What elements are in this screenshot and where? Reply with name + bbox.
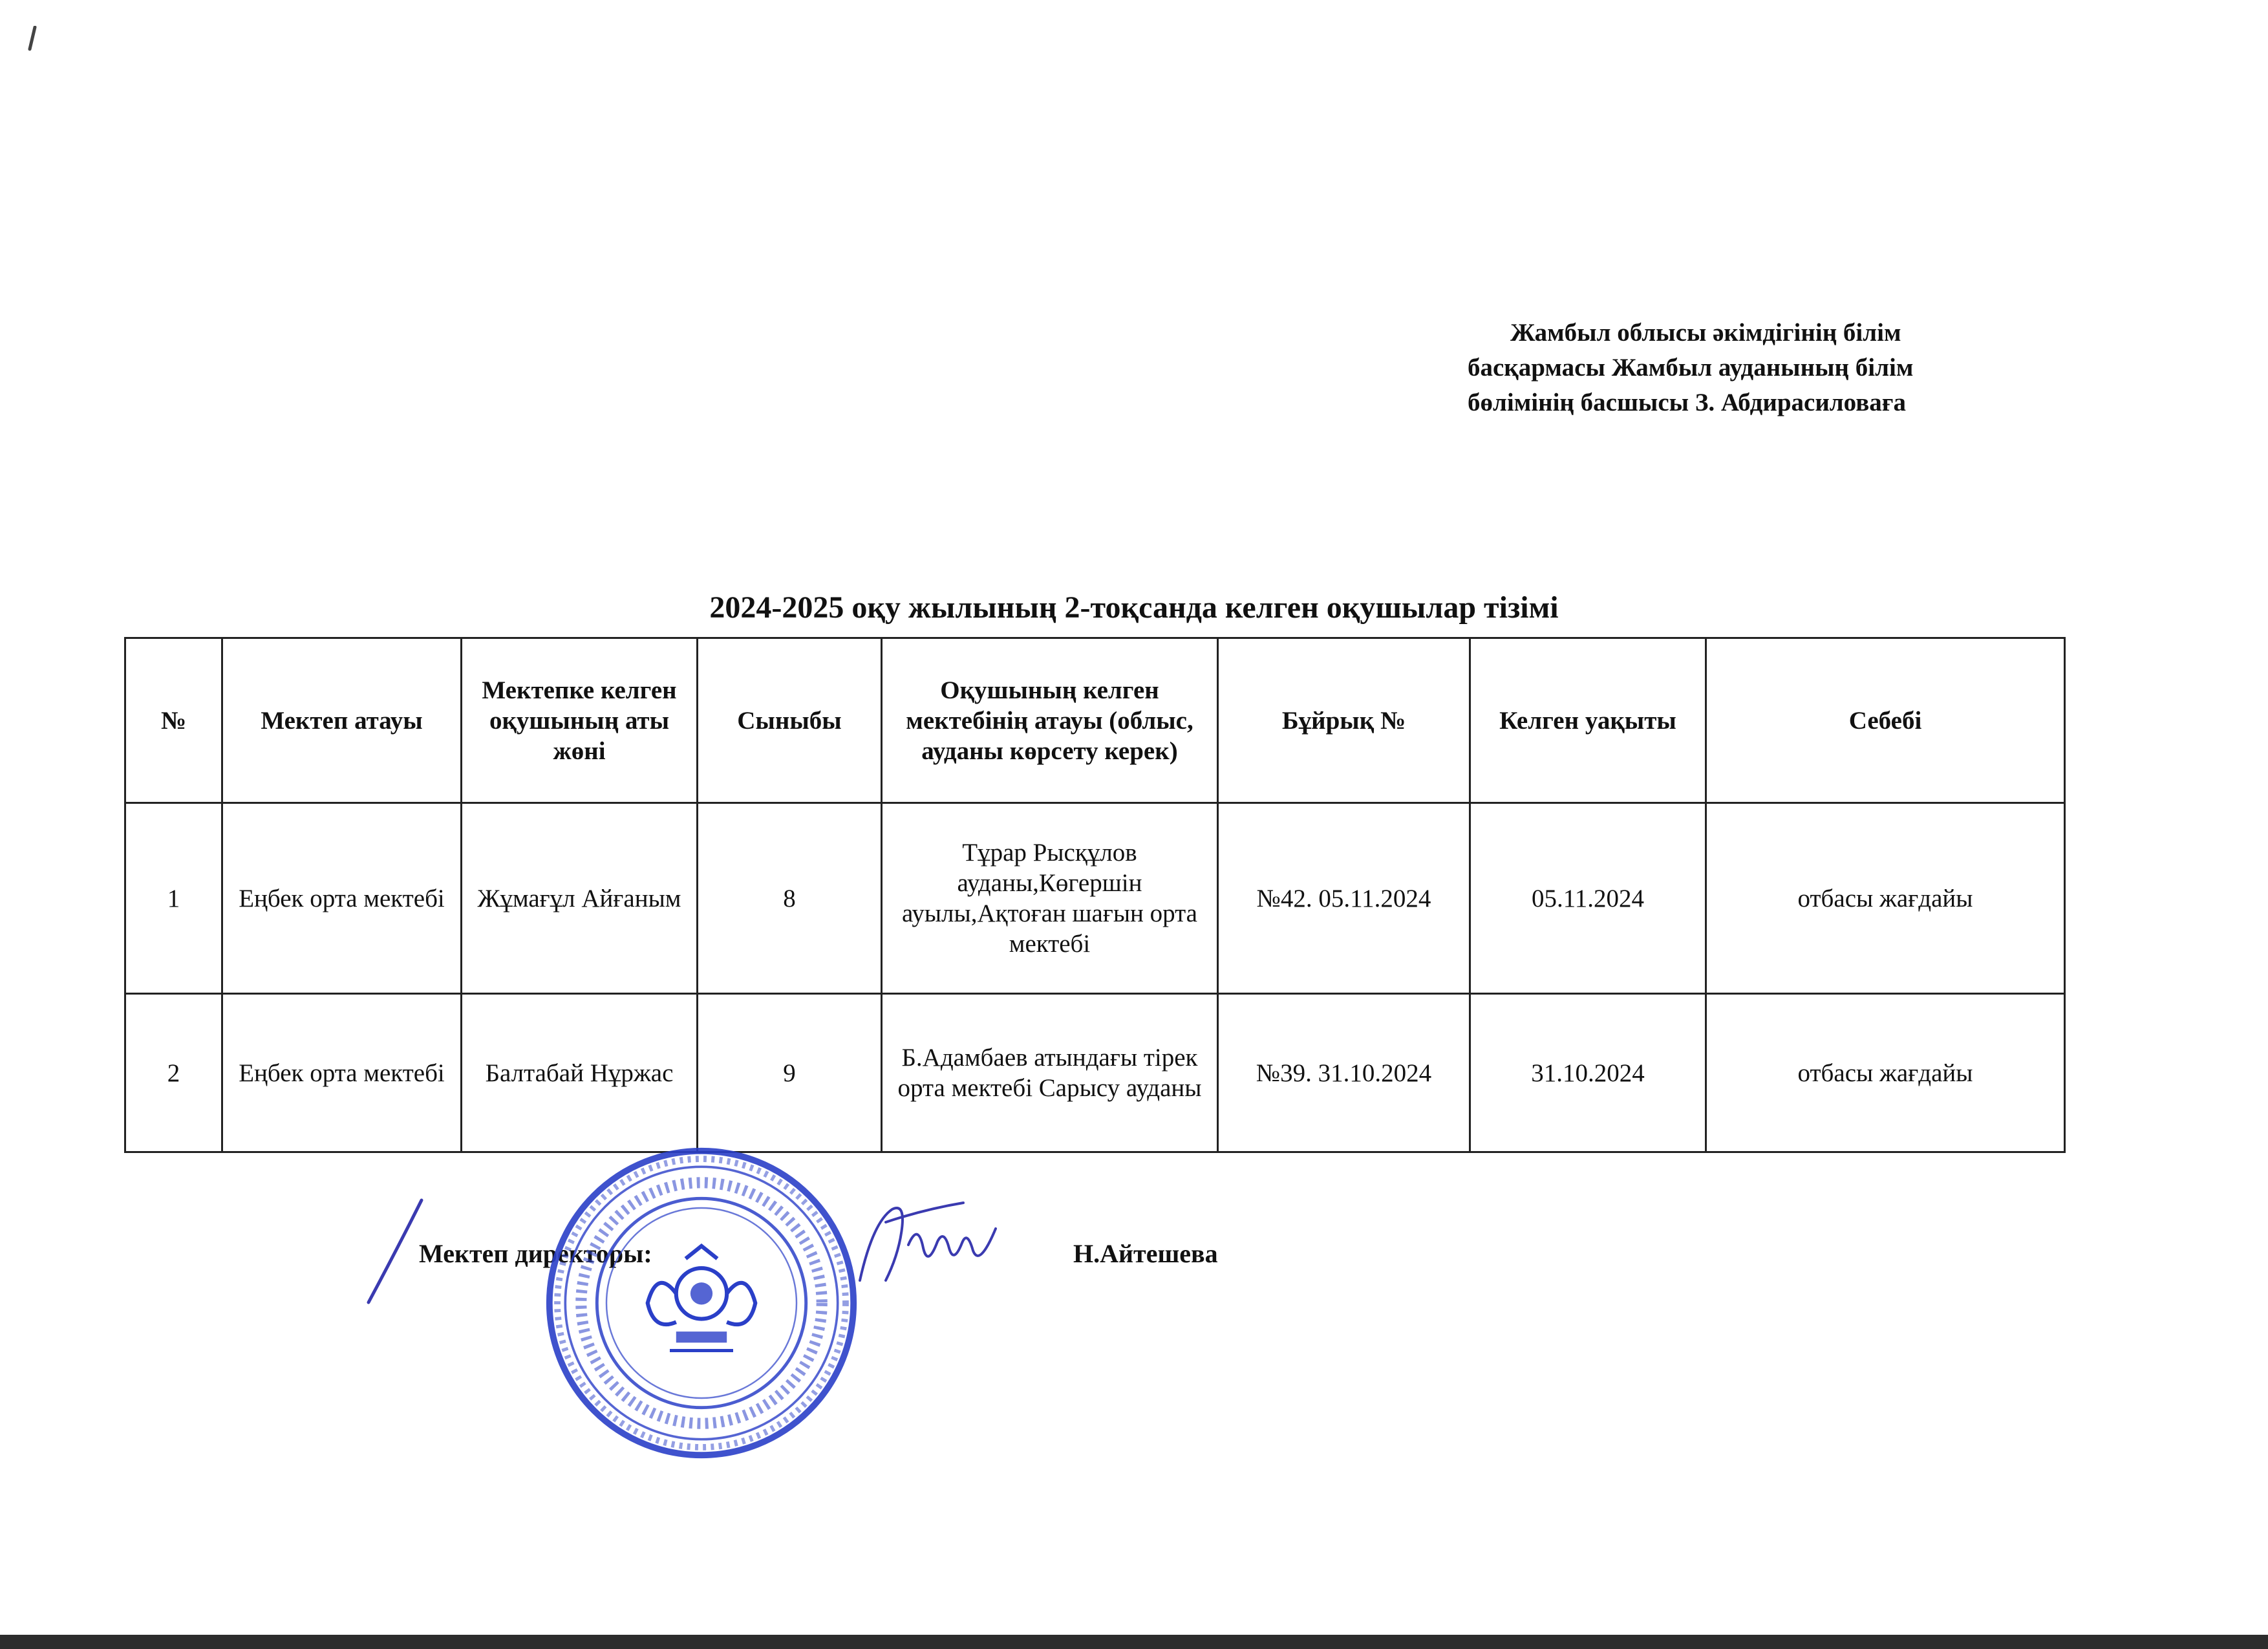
cell-from-school: Тұрар Рысқұлов ауданы,Көгершін ауылы,Ақтоған шағын орта мектебі [882, 803, 1218, 994]
scan-ink-mark [26, 26, 39, 52]
cell-student: Жұмағұл Айғаным [462, 803, 698, 994]
cell-grade: 8 [698, 803, 882, 994]
cell-grade: 9 [698, 994, 882, 1152]
header-grade: Сыныбы [698, 638, 882, 803]
students-table [124, 637, 2066, 1153]
table-header-row [125, 638, 2065, 803]
cell-number: 1 [125, 803, 222, 994]
cell-order: №39. 31.10.2024 [1218, 994, 1470, 1152]
header-arrival: Келген уақыты [1470, 638, 1706, 803]
addressee-line-2: басқармасы Жамбыл ауданының білім [1468, 354, 1914, 382]
cell-arrival: 05.11.2024 [1470, 803, 1706, 994]
scan-edge [0, 1635, 2268, 1649]
director-name: Н.Айтешева [1073, 1239, 1218, 1268]
cell-school: Еңбек орта мектебі [222, 803, 462, 994]
pen-stroke-mark [362, 1196, 427, 1306]
header-order: Бұйрық № [1218, 638, 1470, 803]
table-row [125, 994, 2065, 1152]
addressee-line-1: Жамбыл облысы әкімдігінің білім [1510, 319, 1901, 347]
table-row [125, 803, 2065, 994]
cell-student: Балтабай Нұржас [462, 994, 698, 1152]
cell-from-school: Б.Адамбаев атындағы тірек орта мектебі Сарысу ауданы [882, 994, 1218, 1152]
header-number: № [125, 638, 222, 803]
addressee-line-3: бөлімінің басшысы З. Абдирасиловаға [1468, 389, 1906, 416]
addressee-block [1468, 316, 1998, 420]
cell-reason: отбасы жағдайы [1706, 994, 2065, 1152]
director-signature [847, 1183, 1015, 1313]
header-reason: Себебі [1706, 638, 2065, 803]
header-from-school: Оқушының келген мектебінің атауы (облыс, ауданы көрсету керек) [882, 638, 1218, 803]
signature-label: Мектеп директоры: [419, 1239, 652, 1268]
official-seal-icon [543, 1145, 860, 1461]
header-student: Мектепке келген оқушының аты жөні [462, 638, 698, 803]
cell-arrival: 31.10.2024 [1470, 994, 1706, 1152]
header-school: Мектеп атауы [222, 638, 462, 803]
cell-school: Еңбек орта мектебі [222, 994, 462, 1152]
document-title: 2024-2025 оқу жылының 2-тоқсанда келген оқушылар тізімі [709, 590, 1559, 625]
cell-number: 2 [125, 994, 222, 1152]
cell-order: №42. 05.11.2024 [1218, 803, 1470, 994]
cell-reason: отбасы жағдайы [1706, 803, 2065, 994]
